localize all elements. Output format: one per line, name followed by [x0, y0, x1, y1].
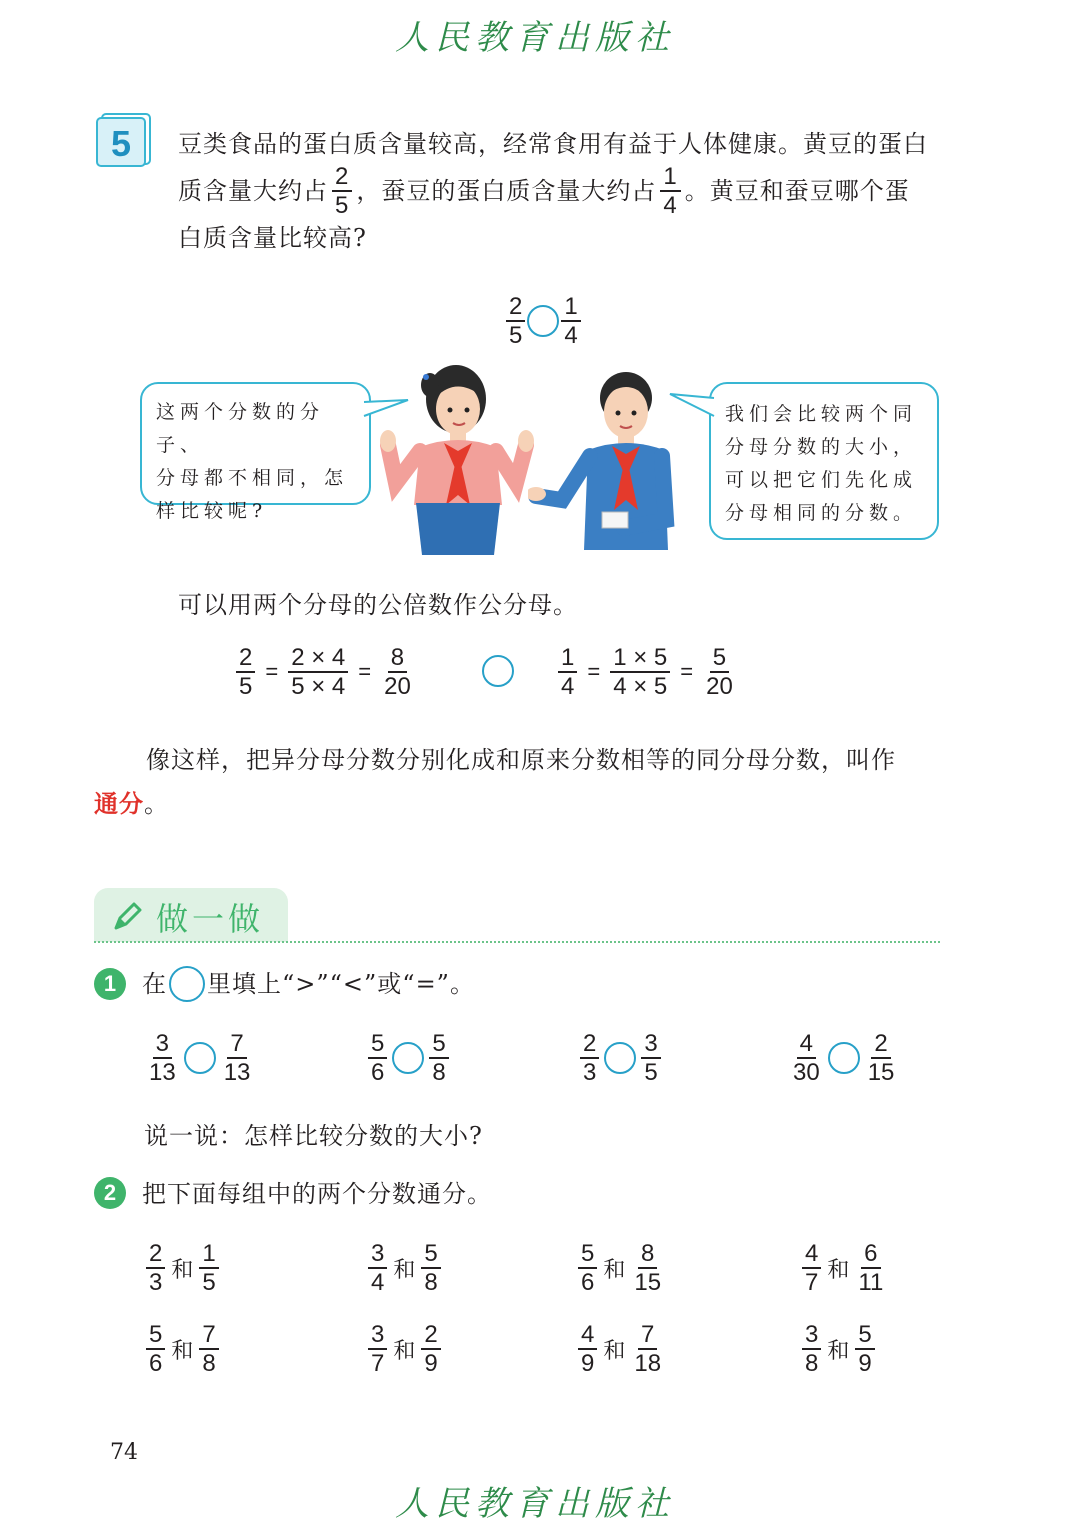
compare-right-fraction: $\frac{1}{4}$ [561, 293, 580, 349]
q1-discussion: 说一说：怎样比较分数的大小? [144, 1122, 483, 1150]
eq-right-f2: $\frac{1 \times 5}{4 \times 5}$ [610, 644, 670, 700]
q1-item-4: $\frac{4}{30}$ $\frac{2}{15}$ [793, 1030, 895, 1086]
fraction-soybean: $\frac{2}{5}$ [332, 163, 352, 219]
header-publisher-logo: 人民教育出版社 [395, 18, 675, 58]
question-2-number: 2 [94, 1177, 126, 1209]
eq-left-f2: $\frac{2 \times 4}{5 \times 4}$ [288, 644, 348, 700]
q2-pair-2: $\frac{3}{4}$ 和 $\frac{5}{8}$ [364, 1240, 445, 1296]
eq-left-f1: $\frac{2}{5}$ [236, 644, 255, 700]
q1-prompt-circle [169, 966, 205, 1002]
q1-item-1: $\frac{3}{13}$ $\frac{7}{13}$ [149, 1030, 251, 1086]
q2-pair-7: $\frac{4}{9}$ 和 $\frac{7}{18}$ [574, 1321, 668, 1377]
q1-item-3-circle[interactable] [604, 1042, 636, 1074]
question-1-prompt: 在 里填上“>”“<”或“=”。 [142, 962, 475, 1006]
example-number: 5 [110, 123, 132, 164]
eq-right-f3: $\frac{5}{20}$ [706, 644, 733, 700]
q2-pair-1: $\frac{2}{3}$ 和 $\frac{1}{5}$ [142, 1240, 223, 1296]
q1-item-1-circle[interactable] [184, 1042, 216, 1074]
practice-title: 做一做 [156, 900, 265, 938]
q2-pair-3: $\frac{5}{6}$ 和 $\frac{8}{15}$ [574, 1240, 668, 1296]
fraction-broadbean: $\frac{1}{4}$ [660, 163, 680, 219]
example-line-2: 质含量大约占 $\frac{2}{5}$ ，蚕豆的蛋白质含量大约占 $\frac{1}{4}$ 。黄豆和蚕豆哪个蛋 [178, 163, 910, 219]
compare-circle[interactable] [527, 305, 559, 337]
example-problem [178, 122, 948, 260]
hint-text: 可以用两个分母的公倍数作公分母。 [178, 591, 578, 619]
example-line-3: 白质含量比较高? [178, 224, 367, 252]
q1-item-3: $\frac{2}{3}$ $\frac{3}{5}$ [576, 1030, 665, 1086]
example-number-badge [96, 112, 152, 168]
question-2-prompt: 把下面每组中的两个分数通分。 [142, 1180, 492, 1208]
term-tongfen: 通分 [94, 789, 144, 818]
question-1-number: 1 [94, 968, 126, 1000]
equation-left: $\frac{2}{5}$ = $\frac{2 \times 4}{5 \times 4}$ = $\frac{8}{20}$ [232, 644, 418, 700]
practice-header [94, 888, 288, 942]
page-number: 74 [110, 1440, 138, 1465]
boy-illustration [528, 360, 688, 560]
compare-left-fraction: $\frac{2}{5}$ [506, 293, 525, 349]
q2-pair-5: $\frac{5}{6}$ 和 $\frac{7}{8}$ [142, 1321, 223, 1377]
equation-right: $\frac{1}{4}$ = $\frac{1 \times 5}{4 \times 5}$ = $\frac{5}{20}$ [554, 644, 740, 700]
equation-compare-circle[interactable] [482, 655, 514, 687]
girl-illustration [376, 355, 536, 560]
q1-item-4-circle[interactable] [828, 1042, 860, 1074]
q2-pair-8: $\frac{3}{8}$ 和 $\frac{5}{9}$ [798, 1321, 879, 1377]
comparison-expression [506, 293, 581, 349]
practice-divider [94, 941, 940, 943]
pencil-icon [112, 900, 144, 932]
eq-right-f1: $\frac{1}{4}$ [558, 644, 577, 700]
q1-item-2: $\frac{5}{6}$ $\frac{5}{8}$ [364, 1030, 453, 1086]
definition-paragraph: 像这样，把异分母分数分别化成和原来分数相等的同分母分数，叫作 通分。 [94, 746, 896, 818]
example-line-1: 豆类食品的蛋白质含量较高，经常食用有益于人体健康。黄豆的蛋白 [178, 130, 928, 158]
q1-item-2-circle[interactable] [392, 1042, 424, 1074]
q2-pair-4: $\frac{4}{7}$ 和 $\frac{6}{11}$ [798, 1240, 890, 1296]
footer-publisher-logo: 人民教育出版社 [395, 1484, 675, 1524]
eq-left-f3: $\frac{8}{20}$ [384, 644, 411, 700]
girl-speech-bubble: 这两个分数的分子、 分母都不相同，怎 样比较呢? [140, 382, 371, 505]
boy-speech-bubble: 我们会比较两个同 分母分数的大小， 可以把它们先化成 分母相同的分数。 [709, 382, 939, 540]
q2-pair-6: $\frac{3}{7}$ 和 $\frac{2}{9}$ [364, 1321, 445, 1377]
